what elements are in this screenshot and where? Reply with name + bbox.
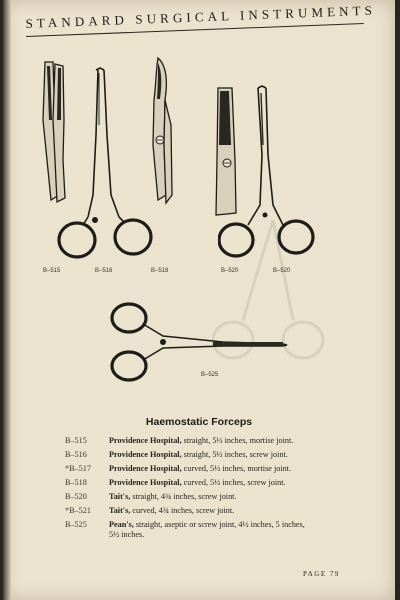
list-item: [65, 478, 313, 488]
item-name: Providence Hospital,: [109, 464, 182, 473]
item-description: curved, 4¾ inches, screw joint.: [130, 506, 235, 515]
figure-label-b525: B–525: [201, 372, 219, 378]
list-item: [65, 506, 313, 516]
section-title: Haemostatic Forceps: [145, 416, 253, 428]
item-code: B–525: [65, 520, 87, 529]
list-item: [65, 520, 313, 540]
item-description: straight, 4¾ inches, screw joint.: [130, 492, 237, 501]
item-code: *B–517: [65, 464, 91, 473]
item-code: B–515: [65, 436, 87, 445]
item-description: straight, aseptic or screw joint, 4½ inches, 5 inches, 5½ inches.: [109, 520, 305, 539]
figure-label-b518: B–518: [151, 268, 169, 274]
figure-label-b516: B–516: [95, 268, 113, 274]
page-binding-edge: [3, 0, 11, 600]
list-item: [65, 450, 313, 460]
item-code: B–520: [65, 492, 87, 501]
item-description: straight, 5½ inches, screw joint.: [181, 450, 288, 459]
item-description: straight, 5½ inches, mortise joint.: [181, 436, 294, 445]
list-item: [65, 464, 313, 474]
item-name: Tait's,: [109, 506, 131, 515]
item-code: B–518: [65, 478, 87, 487]
item-code: *B–521: [65, 506, 91, 515]
figure-label-b515: B–515: [43, 268, 61, 274]
list-item: [65, 492, 313, 502]
item-description: curved, 5½ inches, mortise joint.: [181, 464, 291, 473]
figure-label-b520-left: B–520: [221, 268, 239, 274]
item-code: B–516: [65, 450, 87, 459]
header-title: STANDARD SURGICAL INSTRUMENTS: [25, 2, 377, 31]
catalog-page: [3, 0, 395, 600]
item-name: Pean's,: [109, 520, 134, 529]
page-header: [25, 0, 377, 44]
item-description: curved, 5½ inches, screw joint.: [181, 478, 286, 487]
figure-forceps-b518: [138, 55, 178, 210]
figure-forceps-b525: [103, 300, 293, 390]
item-name: Providence Hospital,: [109, 478, 182, 487]
item-name: Tait's,: [109, 492, 131, 501]
page-number: PAGE 79: [303, 570, 340, 578]
item-name: Providence Hospital,: [109, 450, 182, 459]
list-item: [65, 436, 313, 446]
item-list: [65, 436, 313, 544]
figure-label-b520-right: B–520: [273, 268, 291, 274]
figure-forceps-b520-rings: [218, 85, 318, 265]
item-name: Providence Hospital,: [109, 436, 182, 445]
